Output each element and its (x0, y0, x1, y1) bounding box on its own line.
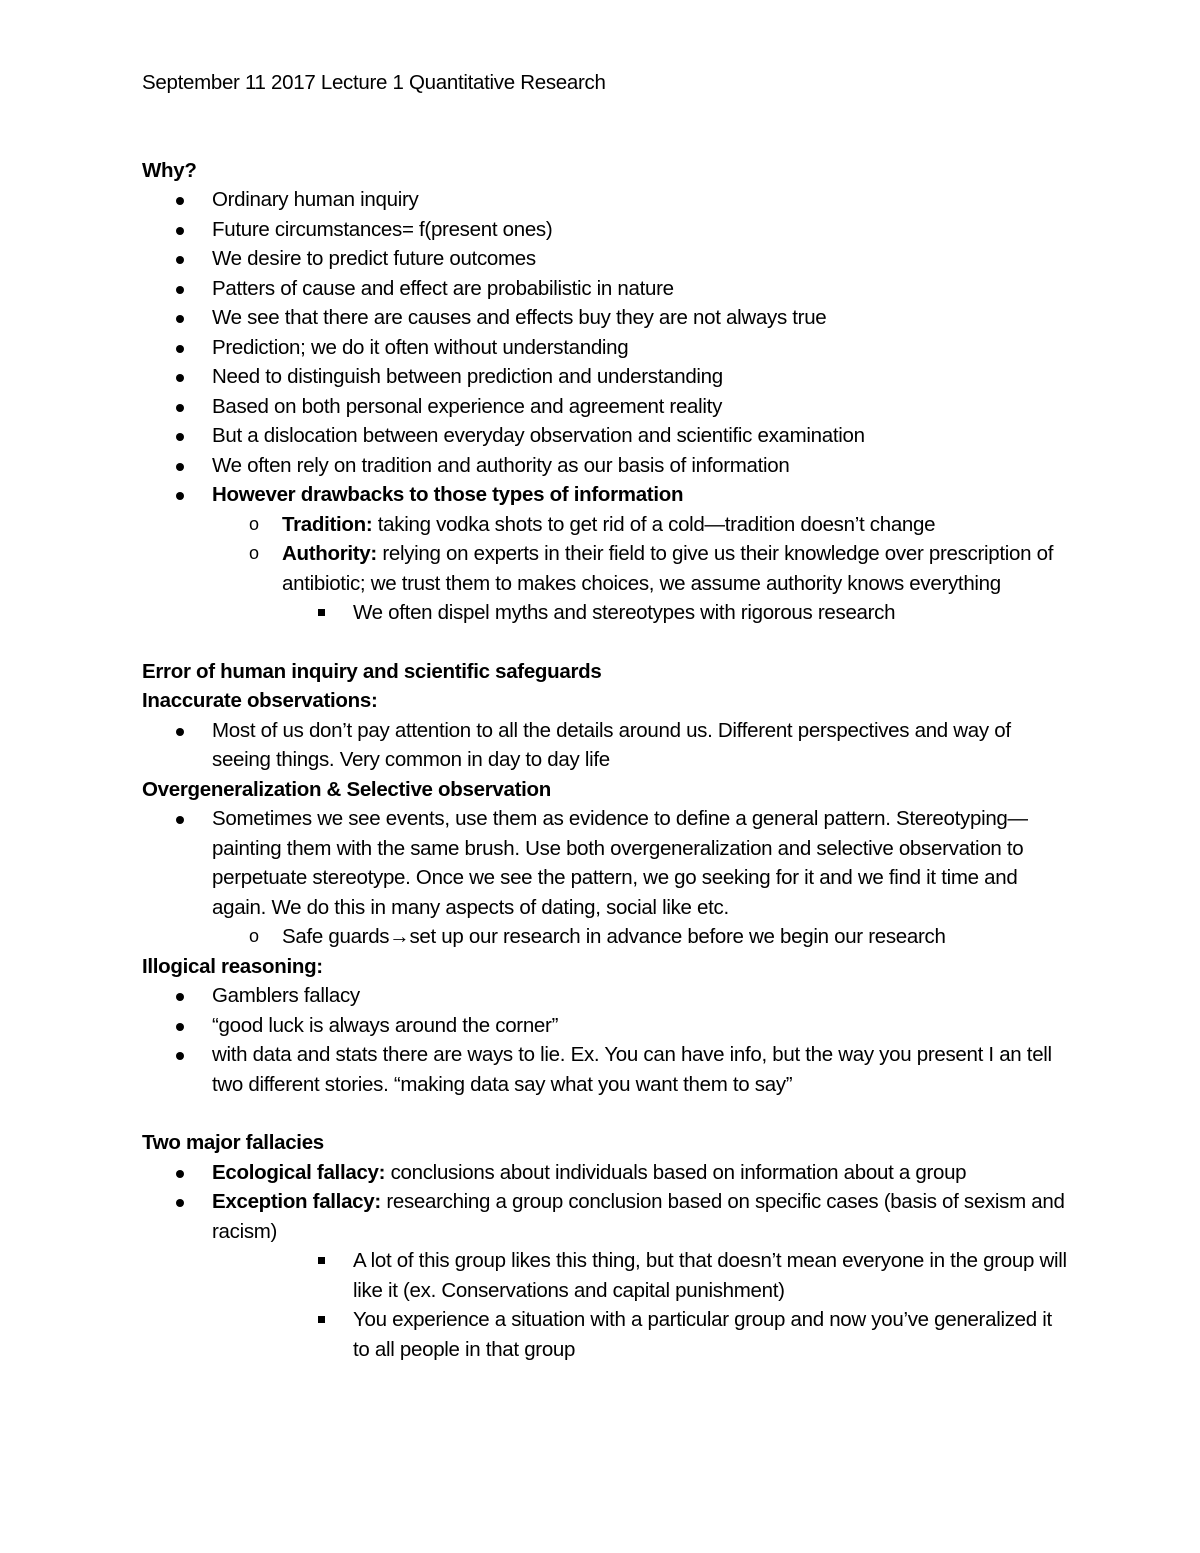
list-item: Patters of cause and effect are probabilistic in nature (142, 274, 1072, 304)
safeguards-sublist (142, 922, 1072, 952)
inaccurate-list (142, 716, 1072, 775)
overgen-list (142, 804, 1072, 922)
list-item-ecological (142, 1158, 1072, 1188)
document-title: September 11 2017 Lecture 1 Quantitative Research (142, 71, 606, 94)
list-item: We often dispel myths and stereotypes with rigorous research (142, 598, 1072, 628)
list-item-drawbacks: However drawbacks to those types of information (142, 480, 1072, 510)
list-item-exception (142, 1187, 1072, 1246)
list-item: We often rely on tradition and authority as our basis of information (142, 451, 1072, 481)
fallacies-heading: Two major fallacies (142, 1131, 324, 1154)
exception-sublist (142, 1246, 1072, 1364)
overgen-heading: Overgeneralization & Selective observation (142, 777, 551, 801)
list-item: “good luck is always around the corner” (142, 1011, 1072, 1041)
list-item: Prediction; we do it often without understanding (142, 333, 1072, 363)
list-item: We desire to predict future outcomes (142, 244, 1072, 274)
illogical-list (142, 981, 1072, 1099)
ecological-label: Ecological fallacy: (212, 1160, 386, 1184)
list-item: Sometimes we see events, use them as evidence to define a general pattern. Stereotyping—painting them with the same brush. Use both overgeneralization and selective observation to perpetuate stereotype. Once we see the pattern, we go seeking for it and we find it time and again. We do this in many aspects of dating, social like etc. (142, 804, 1072, 922)
list-item: You experience a situation with a particular group and now you’ve generalized it to all people in that group (142, 1305, 1072, 1364)
tradition-text: taking vodka shots to get rid of a cold—tradition doesn’t change (372, 512, 936, 536)
document-page (142, 68, 1072, 1364)
ecological-text: conclusions about individuals based on information about a group (385, 1160, 967, 1184)
authority-label: Authority: (282, 542, 377, 565)
why-heading: Why? (142, 158, 197, 182)
exception-text: researching a group conclusion based on specific cases (basis of sexism and racism) (212, 1190, 1065, 1243)
list-item: Need to distinguish between prediction and understanding (142, 362, 1072, 392)
illogical-heading: Illogical reasoning: (142, 954, 323, 978)
list-item: But a dislocation between everyday observation and scientific examination (142, 421, 1072, 451)
list-item: Ordinary human inquiry (142, 185, 1072, 215)
authority-sublist (142, 598, 1072, 628)
list-item: Most of us don’t pay attention to all the details around us. Different perspectives and way of seeing things. Very common in day to day life (142, 716, 1072, 775)
list-item-tradition (142, 510, 1072, 540)
list-item: A lot of this group likes this thing, but that doesn’t mean everyone in the group will like it (ex. Conservations and capital punishment) (142, 1246, 1072, 1305)
list-item: Gamblers fallacy (142, 981, 1072, 1011)
tradition-label: Tradition: (282, 512, 373, 536)
list-item: Future circumstances= f(present ones) (142, 215, 1072, 245)
list-item: Based on both personal experience and agreement reality (142, 392, 1072, 422)
drawbacks-sublist (142, 510, 1072, 599)
list-item: o Safe guards→set up our research in advance before we begin our research (142, 922, 1072, 952)
errors-heading: Error of human inquiry and scientific safeguards (142, 659, 602, 683)
authority-text: relying on experts in their field to give us their knowledge over prescription of antibiotic; we trust them to makes choices, we assume authority knows everything (282, 542, 1054, 595)
inaccurate-heading: Inaccurate observations: (142, 689, 378, 712)
list-item-authority (142, 539, 1072, 598)
list-item: with data and stats there are ways to lie. Ex. You can have info, but the way you present I an tell two different stories. “making data say what you want them to say” (142, 1040, 1072, 1099)
list-item: We see that there are causes and effects buy they are not always true (142, 303, 1072, 333)
exception-label: Exception fallacy: (212, 1190, 381, 1213)
why-list (142, 185, 1072, 510)
fallacies-list (142, 1158, 1072, 1247)
